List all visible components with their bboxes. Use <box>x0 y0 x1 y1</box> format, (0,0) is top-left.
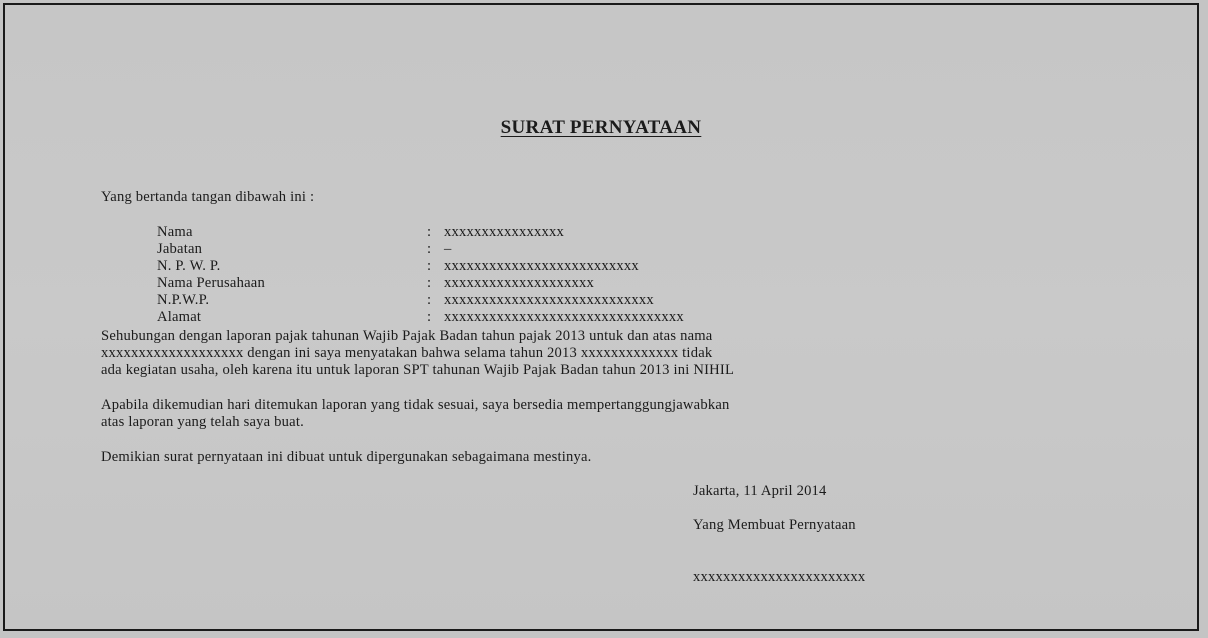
responsibility-paragraph <box>101 397 730 431</box>
field-label: N. P. W. P. <box>157 258 221 274</box>
statement-paragraph <box>101 328 734 379</box>
document-title: SURAT PERNYATAAN <box>500 117 702 138</box>
field-colon: : <box>427 224 432 240</box>
field-label: N.P.W.P. <box>157 292 210 308</box>
field-value: xxxxxxxxxxxxxxxxxxxxxxxxxxxx <box>444 292 654 308</box>
field-label: Alamat <box>157 309 202 325</box>
signer-label: Yang Membuat Pernyataan <box>693 517 856 533</box>
field-colon: : <box>427 241 432 257</box>
field-value: xxxxxxxxxxxxxxxx <box>444 224 564 240</box>
paragraph-line: xxxxxxxxxxxxxxxxxxx dengan ini saya menyatakan bahwa selama tahun 2013 xxxxxxxxxxxxx tidak <box>101 345 713 361</box>
closing-paragraph: Demikian surat pernyataan ini dibuat untuk dipergunakan sebagaimana mestinya. <box>101 449 592 465</box>
field-value: xxxxxxxxxxxxxxxxxxxxxxxxxx <box>444 258 639 274</box>
field-label: Jabatan <box>157 241 203 257</box>
paragraph-line: atas laporan yang telah saya buat. <box>101 414 304 430</box>
field-label: Nama <box>157 224 193 240</box>
field-value: xxxxxxxxxxxxxxxxxxxx <box>444 275 594 291</box>
field-colon: : <box>427 309 432 325</box>
place-date: Jakarta, 11 April 2014 <box>693 483 827 499</box>
document-page <box>3 3 1199 631</box>
paragraph-line: ada kegiatan usaha, oleh karena itu untuk laporan SPT tahunan Wajib Pajak Badan tahun 2013 ini NIHIL <box>101 362 735 378</box>
field-colon: : <box>427 258 432 274</box>
signer-name: xxxxxxxxxxxxxxxxxxxxxxx <box>693 569 866 585</box>
field-colon: : <box>427 292 432 308</box>
field-colon: : <box>427 275 432 291</box>
field-label: Nama Perusahaan <box>157 275 265 291</box>
field-value: xxxxxxxxxxxxxxxxxxxxxxxxxxxxxxxx <box>444 309 684 325</box>
field-value: – <box>444 241 452 257</box>
intro-text: Yang bertanda tangan dibawah ini : <box>101 189 315 205</box>
paragraph-line: Sehubungan dengan laporan pajak tahunan Wajib Pajak Badan tahun pajak 2013 untuk dan atas nama <box>101 328 713 344</box>
paragraph-line: Apabila dikemudian hari ditemukan laporan yang tidak sesuai, saya bersedia mempertanggungjawabkan <box>101 397 730 413</box>
